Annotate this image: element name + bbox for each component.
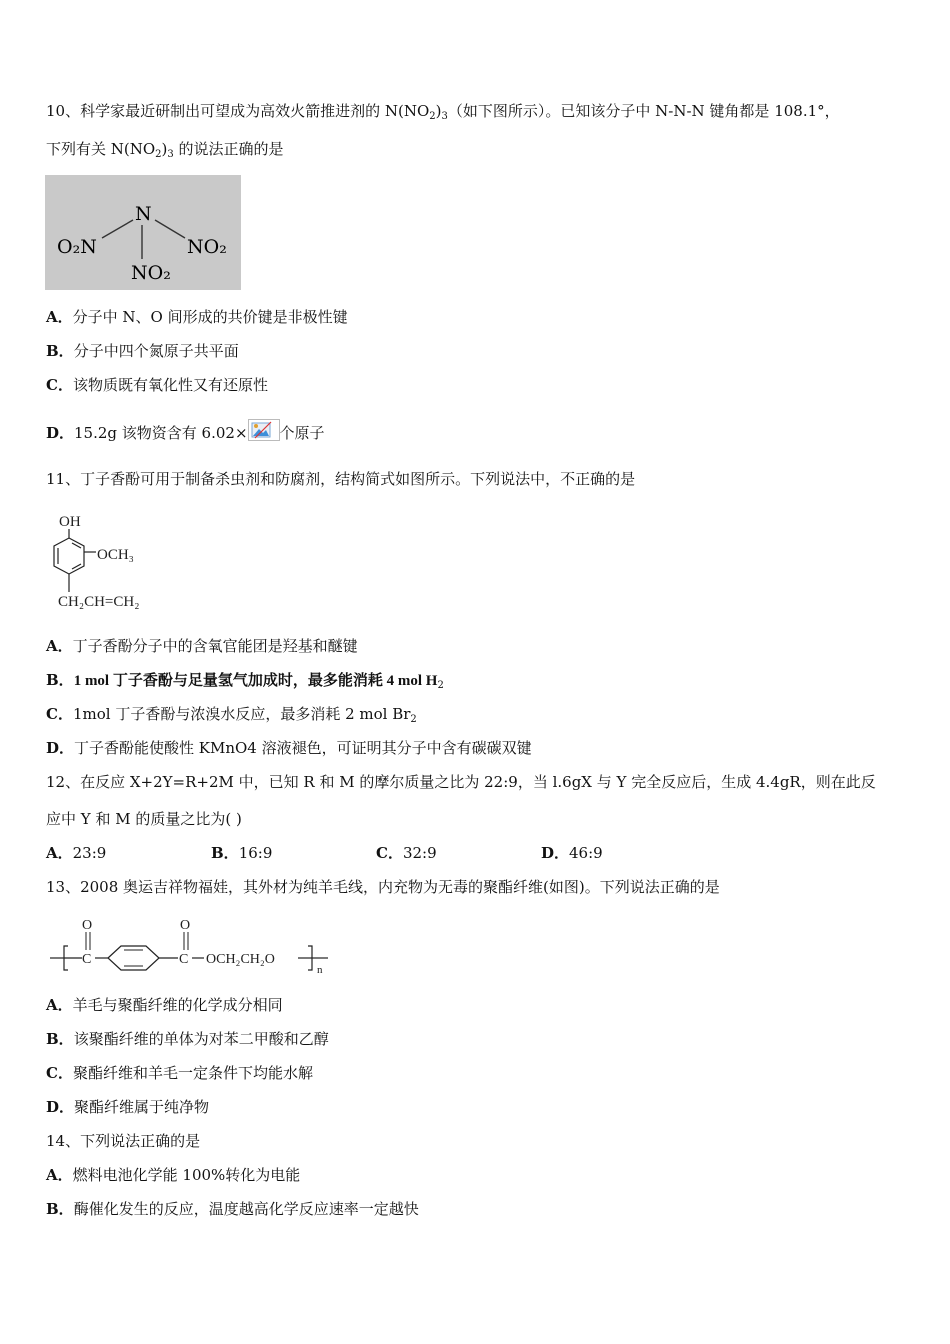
eugenol-structure (44, 508, 174, 614)
fig-oh: OH (59, 514, 81, 530)
fig-c1: C (82, 952, 92, 967)
q10-option-b: B．分子中四个氮原子共平面 (46, 342, 239, 360)
q12-option-d: D．46:9 (541, 844, 603, 862)
q10-stem-line1: 10、科学家最近研制出可望成为高效火箭推进剂的 $N(NO_2)_3$（如下图所示）。已知该分子中 N-N-N 键角都是 108.1°， (46, 102, 840, 122)
broken-image-icon (248, 419, 280, 441)
q10-option-c: C．该物质既有氧化性又有还原性 (46, 376, 268, 394)
q12-stem-line2: 应中 Y 和 M 的质量之比为( ) (46, 810, 242, 828)
q10-stem-line2: 下列有关 $N(NO_2)_3$ 的说法正确的是 (46, 140, 284, 160)
q14-option-a: A．燃料电池化学能 100%转化为电能 (46, 1166, 301, 1184)
fig-och3: OCH₃ (97, 547, 134, 563)
q13-stem: 13、2008 奥运吉祥物福娃，其外材为纯羊毛线，内充物为无毒的聚酯纤维(如图)。下列说法正确的是 (46, 878, 720, 896)
fig-o1: O (82, 918, 93, 933)
bond-right (155, 220, 185, 238)
fig-allyl: CH₂CH=CH₂ (58, 594, 140, 610)
polyester-structure (46, 913, 336, 975)
q11-option-d: D．丁子香酚能使酸性 KMnO4 溶液褪色，可证明其分子中含有碳碳双键 (46, 739, 532, 757)
q13-option-d: D．聚酯纤维属于纯净物 (46, 1098, 210, 1116)
q10-option-a: A．分子中 N、O 间形成的共价键是非极性键 (46, 308, 348, 326)
q11-option-c: C．1mol 丁子香酚与浓溴水反应，最多消耗 2 mol $Br_2$ (46, 705, 417, 725)
fig-n: n (317, 964, 323, 975)
fig-right-group: NO₂ (187, 236, 227, 258)
fig-c2: C (179, 952, 189, 967)
q11-option-b: B．1 mol 丁子香酚与足量氢气加成时，最多能消耗 4 mol $H_2$ (46, 671, 444, 691)
q12-stem-line1: 12、在反应 X+2Y=R+2M 中，已知 R 和 M 的摩尔质量之比为 22:9，当 l.6gX 与 Y 完全反应后，生成 4.4gR，则在此反 (46, 773, 876, 791)
q12-option-b: B．16:9 (211, 844, 273, 862)
q13-option-a: A．羊毛与聚酯纤维的化学成分相同 (46, 996, 283, 1014)
fig-center-n: N (135, 203, 152, 225)
n-no2-3-structure (45, 175, 241, 290)
q10-molecule-figure (45, 175, 241, 290)
q12-options (46, 843, 706, 863)
q12-option-c: C．32:9 (376, 844, 437, 862)
q14-stem: 14、下列说法正确的是 (46, 1132, 201, 1150)
q14-option-b: B．酶催化发生的反应，温度越高化学反应速率一定越快 (46, 1200, 419, 1218)
q11-option-a: A．丁子香酚分子中的含氧官能团是羟基和醚键 (46, 637, 358, 655)
q11-stem: 11、丁子香酚可用于制备杀虫剂和防腐剂，结构简式如图所示。下列说法中，不正确的是 (46, 470, 636, 488)
q10-option-d: D．15.2g 该物资含有 6.02× 个原子 (46, 419, 325, 445)
fig-o2: O (180, 918, 191, 933)
bond-left (102, 220, 133, 238)
q13-option-b: B．该聚酯纤维的单体为对苯二甲酸和乙醇 (46, 1030, 329, 1048)
fig-tail: OCH₂CH₂O (206, 952, 275, 967)
q12-option-a: A．23:9 (46, 844, 107, 862)
fig-bottom-group: NO₂ (131, 262, 171, 284)
fig-left-group: O₂N (57, 236, 97, 258)
q13-option-c: C．聚酯纤维和羊毛一定条件下均能水解 (46, 1064, 313, 1082)
